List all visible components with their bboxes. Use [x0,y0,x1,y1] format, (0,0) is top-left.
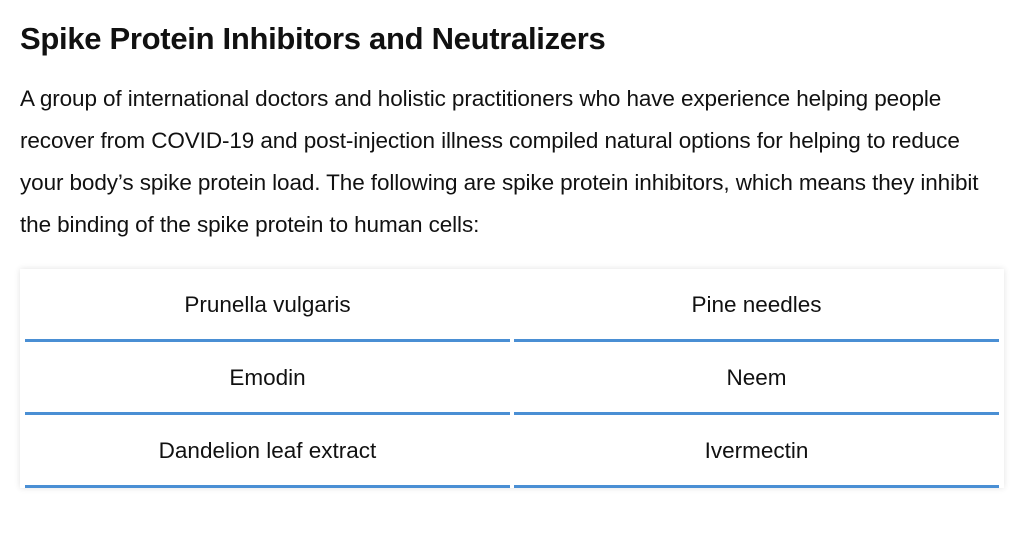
table-cell: Emodin [25,342,510,415]
table-row [25,342,999,415]
table-row [25,269,999,342]
intro-paragraph: A group of international doctors and holistic practitioners who have experience helping people recover from COVID-19 and post-injection illness compiled natural options for helping to reduce your body’s spike protein load. The following are spike protein inhibitors, which means they inhibit the binding of the spike protein to human cells: [20,86,979,237]
table-cell: Dandelion leaf extract [25,415,510,488]
table-cell: Neem [514,342,999,415]
table-cell: Ivermectin [514,415,999,488]
table-cell: Pine needles [514,269,999,342]
table-cell: Prunella vulgaris [25,269,510,342]
table-row [25,415,999,488]
section-heading: Spike Protein Inhibitors and Neutralizers [20,21,606,56]
inhibitors-table [20,269,1004,488]
